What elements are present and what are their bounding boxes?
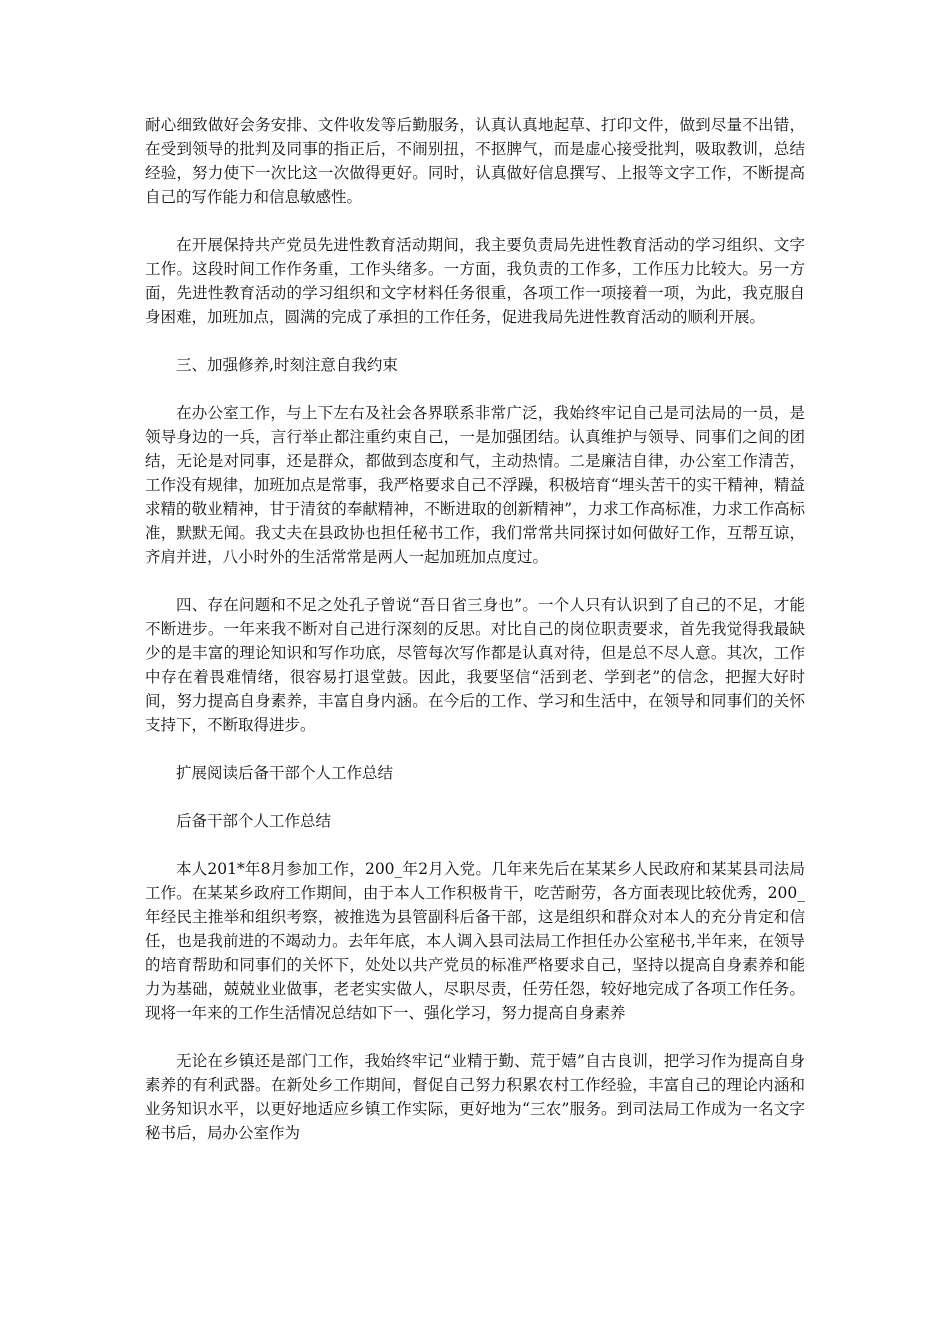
paragraph-personal-background: 本人201*年8月参加工作，200_年2月入党。几年来先后在某某乡人民政府和某某县司法局工作。在某某乡政府工作期间，由于本人工作积极肯干，吃苦耐劳，各方面表现比较优秀，200_年经民主推举和组织考察，被推选为县管副科后备干部，这是组织和群众对本人的充分肯定和信任，也是我前进的不竭动力。去年年底，本人调入县司法局工作担任办公室秘书,半年来，在领导的培育帮助和同事们的关怀下，处处以共产党员的标准严格要求自己，坚持以提高自身素养和能力为基础，兢兢业业做事，老老实实做人，尽职尽责，任劳任怨，较好地完成了各项工作任务。现将一年来的工作生活情况总结如下一、强化学习，努力提高自身素养 <box>145 860 805 1022</box>
document-body <box>145 113 805 1169</box>
heading-reserve-cadre-summary: 后备干部个人工作总结 <box>176 812 332 830</box>
paragraph-problems-shortcomings: 四、存在问题和不足之处孔子曾说“吾日省三身也”。一个人只有认识到了自己的不足，才能不断进步。一年来我不断对自己进行深刻的反思。对比自己的岗位职责要求，首先我觉得我最缺少的是丰富的理论知识和写作功底，尽管每次写作都是认真对待，但是总不尽人意。其次，工作中存在着畏难情绪，很容易打退堂鼓。因此，我要坚信“活到老、学到老”的信念，把握大好时间，努力提高自身素养，丰富自身内涵。在今后的工作、学习和生活中，在领导和同事们的关怀支持下，不断取得进步。 <box>145 596 805 734</box>
heading-extended-reading: 扩展阅读后备干部个人工作总结 <box>176 764 394 782</box>
paragraph-intro-continued: 耐心细致做好会务安排、文件收发等后勤服务，认真认真地起草、打印文件，做到尽量不出错，在受到领导的批判及同事的指正后，不闹别扭，不抠脾气，而是虚心接受批判，吸取教训，总结经验，努力使下一次比这一次做得更好。同时，认真做好信息撰写、上报等文字工作，不断提高自己的写作能力和信息敏感性。 <box>145 116 805 206</box>
paragraph-learning: 无论在乡镇还是部门工作，我始终牢记“业精于勤、荒于嬉”自古良训，把学习作为提高自身素养的有利武器。在新处乡工作期间，督促自己努力积累农村工作经验，丰富自己的理论内涵和业务知识水平，以更好地适应乡镇工作实际，更好地为“三农”服务。到司法局工作成为一名文字秘书后，局办公室作为 <box>145 1052 805 1142</box>
paragraph-office-work: 在办公室工作，与上下左右及社会各界联系非常广泛，我始终牢记自己是司法局的一员，是领导身边的一兵，言行举止都注重约束自己，一是加强团结。认真维护与领导、同事们之间的团结，无论是对同事，还是群众，都做到态度和气，主动热情。二是廉洁自律，办公室工作清苦，工作没有规律，加班加点是常事，我严格要求自己不浮躁，积极培育“埋头苦干的实干精神，精益求精的敬业精神，甘于清贫的奉献精神，不断进取的创新精神”，力求工作高标准，力求工作高标准，默默无闻。我丈夫在县政协也担任秘书工作，我们常常共同探讨如何做好工作，互帮互谅，齐肩并进，八小时外的生活常常是两人一起加班加点度过。 <box>145 404 805 566</box>
paragraph-advanced-education: 在开展保持共产党员先进性教育活动期间，我主要负责局先进性教育活动的学习组织、文字工作。这段时间工作作务重，工作头绪多。一方面，我负责的工作多，工作压力比较大。另一方面，先进性教育活动的学习组织和文字材料任务很重，各项工作一项接着一项，为此，我克服自身困难，加班加点，圆满的完成了承担的工作任务，促进我局先进性教育活动的顺利开展。 <box>145 236 805 326</box>
section-heading-self-discipline: 三、加强修养,时刻注意自我约束 <box>176 356 398 374</box>
